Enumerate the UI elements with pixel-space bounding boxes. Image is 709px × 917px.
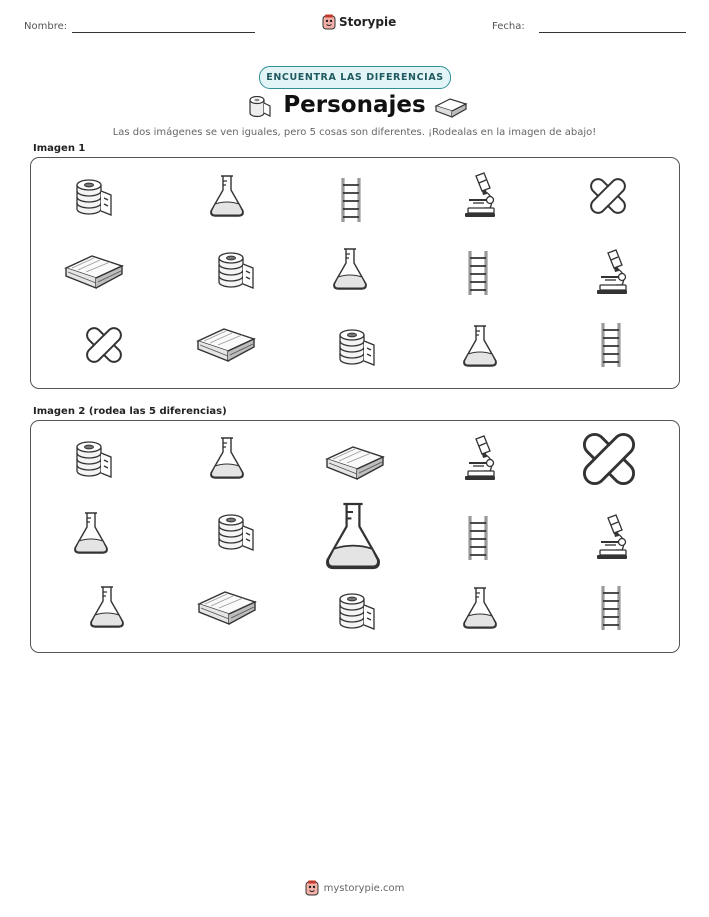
ladder-icon-drawing [465,249,491,297]
activity-badge: ENCUENTRA LAS DIFERENCIAS [259,66,451,89]
ladder-icon[interactable] [465,514,491,562]
bandage-x-icon-drawing [82,323,126,367]
flask-icon-drawing [460,585,500,631]
microscope-icon [594,249,628,295]
ladder-icon [465,249,491,297]
flask-icon[interactable] [460,585,500,631]
tape-roll-icon[interactable] [336,591,376,631]
image1-panel [30,157,680,389]
date-line[interactable] [539,32,686,33]
bandage-x-icon-drawing [586,174,630,218]
ladder-icon [338,176,364,224]
book-icon [434,96,468,118]
instructions: Las dos imágenes se ven iguales, pero 5 cosas son diferentes. ¡Rodealas en la imagen de abajo! [112,127,597,138]
microscope-icon-drawing [462,435,496,481]
flask-icon-drawing [460,323,500,369]
page-title: Personajes [283,92,426,118]
book-icon[interactable] [325,443,385,481]
tape-roll-icon[interactable] [215,512,255,552]
tape-roll-icon [336,327,376,367]
tape-roll-icon [215,250,255,290]
flask-icon-drawing [207,435,247,481]
ladder-icon-drawing [338,176,364,224]
book-icon[interactable] [197,588,257,626]
tape-roll-icon [73,177,113,217]
microscope-icon-drawing [462,172,496,218]
microscope-icon-drawing [594,514,628,560]
microscope-icon[interactable] [594,514,628,560]
image2-label: Imagen 2 (rodea las 5 diferencias) [33,406,227,417]
flask-icon [330,246,370,292]
tape-roll-icon[interactable] [73,439,113,479]
footer [0,880,709,896]
bandage-x-icon [82,323,126,367]
tape-roll-icon-drawing [336,327,376,367]
flask-icon[interactable] [321,499,385,573]
image2-panel[interactable] [30,420,680,653]
microscope-icon[interactable] [462,435,496,481]
ladder-icon-drawing [598,584,624,632]
footer-url[interactable]: mystorypie.com [323,882,405,894]
storypie-mascot-icon [322,14,336,30]
tape-roll-icon-drawing [336,591,376,631]
book-icon-drawing [325,443,385,481]
date-label: Fecha: [492,21,525,32]
flask-icon-drawing [330,246,370,292]
ladder-icon [598,321,624,369]
book-icon [196,325,256,363]
ladder-icon-drawing [598,321,624,369]
ladder-icon-drawing [465,514,491,562]
flask-icon [207,173,247,219]
tape-roll-icon-drawing [215,512,255,552]
tape-roll-icon-drawing [73,439,113,479]
bandage-x-icon-drawing [577,427,641,491]
flask-icon[interactable] [87,584,127,630]
flask-icon[interactable] [71,510,111,556]
name-line[interactable] [72,32,255,33]
tape-roll-icon-drawing [215,250,255,290]
brand-logo [322,14,396,30]
brand-name: Storypie [339,15,397,29]
flask-icon-drawing [321,499,385,573]
flask-icon-drawing [71,510,111,556]
microscope-icon [462,172,496,218]
tape-roll-icon-drawing [73,177,113,217]
microscope-icon-drawing [594,249,628,295]
ladder-icon[interactable] [598,584,624,632]
storypie-mascot-icon [305,880,319,896]
book-icon-drawing [64,252,124,290]
flask-icon [460,323,500,369]
book-icon [64,252,124,290]
bandage-x-icon [586,174,630,218]
image1-label: Imagen 1 [33,143,86,154]
book-icon-drawing [196,325,256,363]
name-label: Nombre: [24,21,68,32]
flask-icon-drawing [87,584,127,630]
flask-icon-drawing [207,173,247,219]
bandage-x-icon[interactable] [577,427,641,491]
flask-icon[interactable] [207,435,247,481]
book-icon-drawing [197,588,257,626]
